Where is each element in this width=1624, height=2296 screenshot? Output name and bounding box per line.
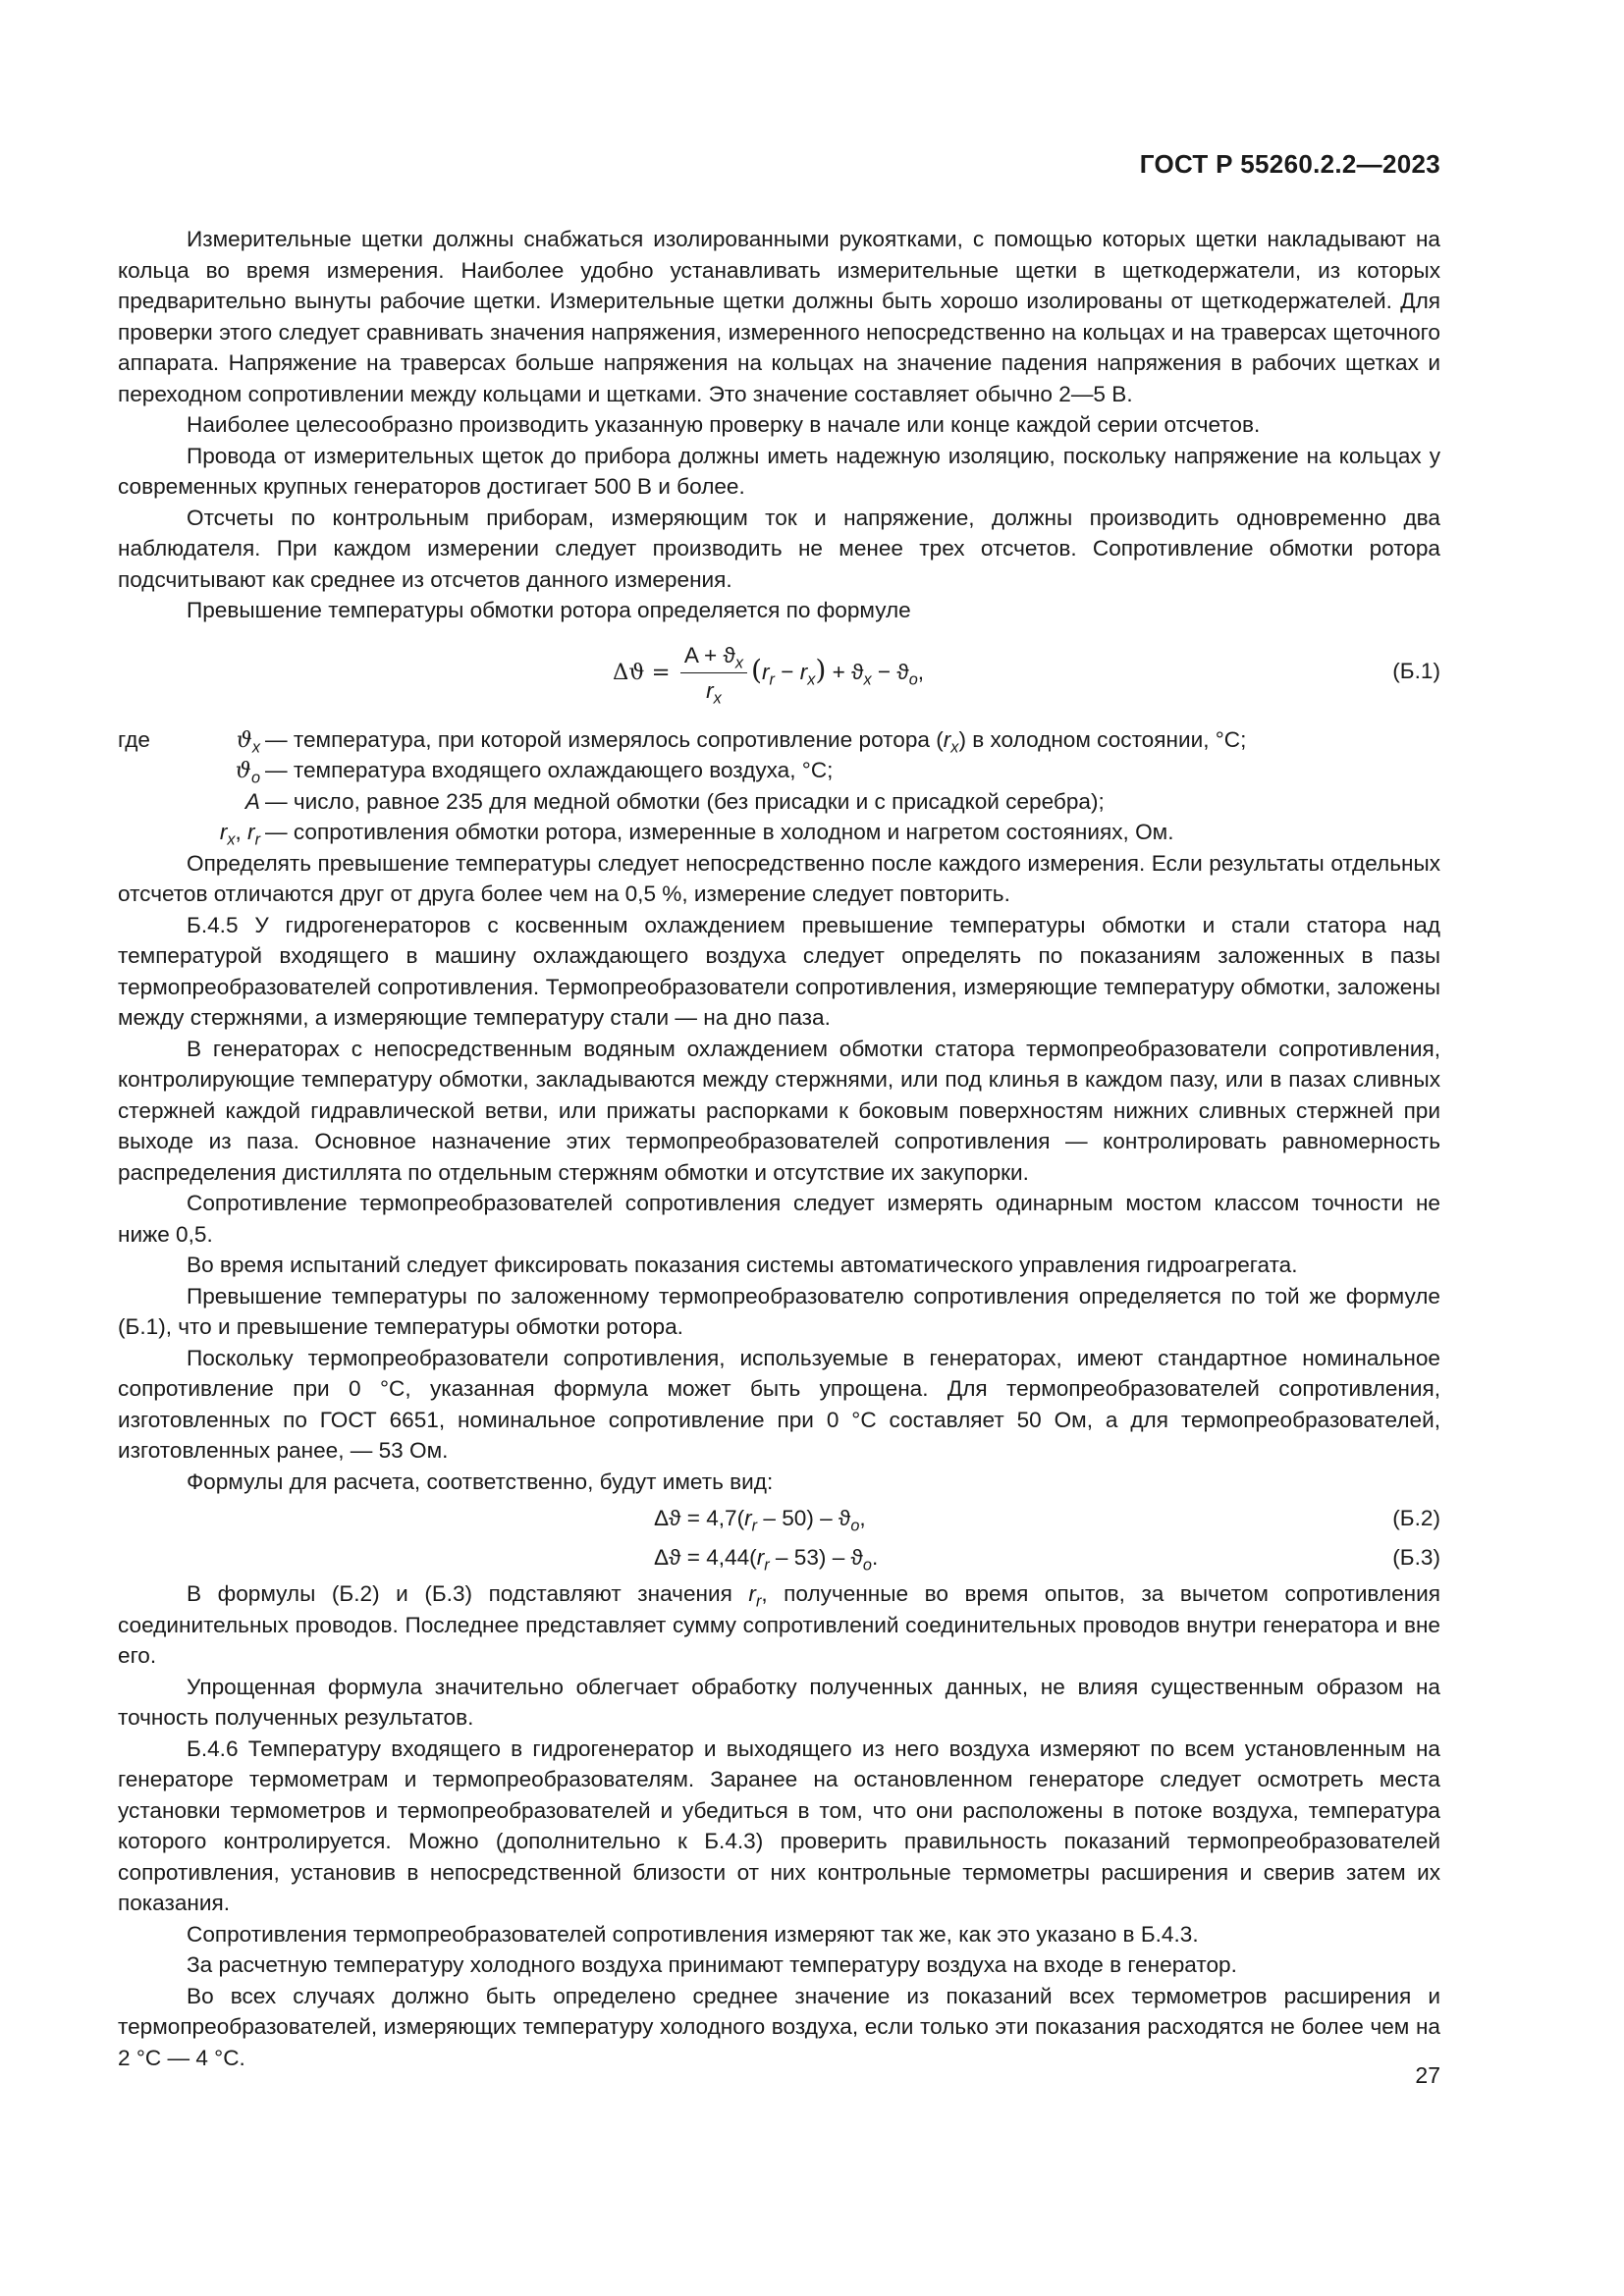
formula-b3 bbox=[118, 1542, 1440, 1574]
where-item bbox=[118, 724, 1440, 756]
where-item bbox=[118, 786, 1440, 818]
paragraph: Б.4.6 Температуру входящего в гидрогенератор и выходящего из него воздуха измеряют по всем установленным на генераторе термометрам и термопреобразователям. Заранее на остановленном генераторе следует осмотреть места установки термометров и термопреобразователей и убедиться в том, что они расположены в потоке воздуха, температура которого контролируется. Можно (дополнительно к Б.4.3) проверить правильность показаний термопреобразователей сопротивления, установив в непосредственной близости от них контрольные термометры расширения и сверив затем их показания. bbox=[118, 1735, 1440, 1915]
formula-b1-denominator: $r_x$ bbox=[706, 678, 722, 708]
paragraph: Отсчеты по контрольным приборам, измеряющим ток и напряжение, должны производить одновременно два наблюдателя. При каждом измерении следует производить не менее трех отсчетов. Сопротивление обмотки ротора подсчитывают как среднее из отсчетов данного измерения. bbox=[118, 505, 1440, 592]
formula-b3-expression: $\Delta ϑ = 4,44(r_r - 53) - ϑ_o$. bbox=[654, 1544, 879, 1575]
where-definition: — температура входящего охлаждающего воздуха, °С; bbox=[265, 758, 834, 782]
where-symbol: $ϑ_x$ bbox=[236, 726, 260, 757]
formula-b1 bbox=[118, 628, 1440, 717]
paragraph: В формулы (Б.2) и (Б.3) подставляют значения $r_r$, полученные во время опытов, за вычетом сопротивления соединительных проводов. Последнее представляет сумму сопротивлений соединительных проводов внутри генератора и вне его. bbox=[118, 1581, 1441, 1668]
formula-b2 bbox=[118, 1503, 1440, 1534]
page-number: 27 bbox=[1415, 2062, 1440, 2088]
where-item bbox=[118, 817, 1440, 848]
where-item bbox=[118, 755, 1440, 786]
paragraph: За расчетную температуру холодного воздуха принимают температуру воздуха на входе в генератор. bbox=[187, 1952, 1237, 1977]
formula-b1-fraction bbox=[680, 640, 747, 707]
paragraph: Формулы для расчета, соответственно, будут иметь вид: bbox=[187, 1468, 774, 1494]
where-symbol: $ϑ_o$ bbox=[235, 758, 260, 787]
paragraph: Поскольку термопреобразователи сопротивления, используемые в генераторах, имеют стандартное номинальное сопротивление при 0 °С, указанная формула может быть упрощена. Для термопреобразователей сопротивления, изготовленных по ГОСТ 6651, номинальное сопротивление при 0 °С составляет 50 Ом, а для термопреобразователей, изготовленных ранее, — 53 Ом. bbox=[118, 1345, 1440, 1463]
paragraph: В генераторах с непосредственным водяным охлаждением обмотки статора термопреобразователи сопротивления, контролирующие температуру обмотки, закладываются между стержнями, или под клинья в каждом пазу, или в пазах сливных стержней каждой гидравлической ветви, или прижаты распорками к боковым поверхностям нижних сливных стержней при выходе из паза. Основное назначение этих термопреобразователей сопротивления — контролировать равномерность распределения дистиллята по отдельным стержням обмотки и отсутствие их закупорки. bbox=[118, 1036, 1440, 1185]
where-definition: — сопротивления обмотки ротора, измеренные в холодном и нагретом состояниях, Ом. bbox=[265, 820, 1174, 844]
where-label: где bbox=[118, 726, 150, 752]
formula-b1-numerator: $A + ϑ_x$ bbox=[680, 640, 747, 674]
paragraph: Провода от измерительных щеток до прибора должны иметь надежную изоляцию, поскольку напряжение на кольцах у современных крупных генераторов достигает 500 В и более. bbox=[118, 443, 1440, 499]
formula-b3-number: (Б.3) bbox=[1392, 1544, 1440, 1570]
paragraph: Сопротивления термопреобразователей сопротивления измеряют так же, как это указано в Б.4.3. bbox=[187, 1921, 1199, 1947]
document-header-id: ГОСТ Р 55260.2.2—2023 bbox=[1139, 149, 1440, 179]
paragraph: Определять превышение температуры следует непосредственно после каждого измерения. Если результаты отдельных отсчетов отличаются друг от друга более чем на 0,5 %, измерение следует повторить. bbox=[118, 850, 1440, 906]
paragraph: Превышение температуры по заложенному термопреобразователю сопротивления определяется по той же формуле (Б.1), что и превышение температуры обмотки ротора. bbox=[118, 1283, 1440, 1339]
paragraph: Превышение температуры обмотки ротора определяется по формуле bbox=[187, 598, 911, 622]
formula-b1-expression: Δϑ = $\frac{A + ϑ_x}{r_x}$ $(r_r - r_x) + ϑ_x - ϑ_o$, bbox=[613, 640, 924, 707]
paragraph: Наиболее целесообразно производить указанную проверку в начале или конце каждой серии отсчетов. bbox=[187, 412, 1261, 437]
paragraph: Сопротивление термопреобразователей сопротивления следует измерять одинарным мостом классом точности не ниже 0,5. bbox=[118, 1191, 1440, 1247]
where-symbol: A bbox=[244, 788, 260, 814]
where-definition: — число, равное 235 для медной обмотки (без присадки и с присадкой серебра); bbox=[265, 788, 1105, 814]
formula-b2-number: (Б.2) bbox=[1392, 1506, 1440, 1530]
paragraph: Во всех случаях должно быть определено среднее значение из показаний всех термометров расширения и термопреобразователей, измеряющих температуру холодного воздуха, если только эти показания расходятся не более чем на 2 °С — 4 °С. bbox=[118, 1983, 1440, 2070]
where-definition: — температура, при которой измерялось сопротивление ротора $(r_x)$ в холодном состоянии, °С; bbox=[265, 726, 1247, 757]
paragraph: Измерительные щетки должны снабжаться изолированными рукоятками, с помощью которых щетки накладывают на кольца во время измерения. Наиболее удобно устанавливать измерительные щетки в щеткодержатели, из которых предварительно вынуты рабочие щетки. Измерительные щетки должны быть хорошо изолированы от щеткодержателей. Для проверки этого следует сравнивать значения напряжения, измеренного непосредственно на кольцах и на траверсах щеточного аппарата. Напряжение на траверсах больше напряжения на кольцах на значение падения напряжения в рабочих щетках и переходном сопротивлении между кольцами и щетками. Это значение составляет обычно 2—5 В. bbox=[118, 227, 1440, 406]
paragraph: Во время испытаний следует фиксировать показания системы автоматического управления гидроагрегата. bbox=[187, 1253, 1298, 1277]
document-body bbox=[118, 224, 1440, 2073]
formula-b1-number: (Б.1) bbox=[1392, 658, 1440, 683]
formula-b2-expression: $\Delta ϑ = 4,7(r_r - 50) - ϑ_o$, bbox=[654, 1506, 866, 1535]
paragraph: Б.4.5 У гидрогенераторов с косвенным охлаждением превышение температуры обмотки и стали статора над температурой входящего в машину охлаждающего воздуха следует определять по показаниям заложенных в пазы термопреобразователей сопротивления. Термопреобразователи сопротивления, измеряющие температуру обмотки, заложены между стержнями, а измеряющие температуру стали — на дно паза. bbox=[118, 912, 1440, 1030]
paragraph: Упрощенная формула значительно облегчает обработку полученных данных, не влияя существенным образом на точность полученных результатов. bbox=[118, 1674, 1440, 1730]
where-symbol: $r_x$, $r_r$ bbox=[219, 820, 260, 849]
